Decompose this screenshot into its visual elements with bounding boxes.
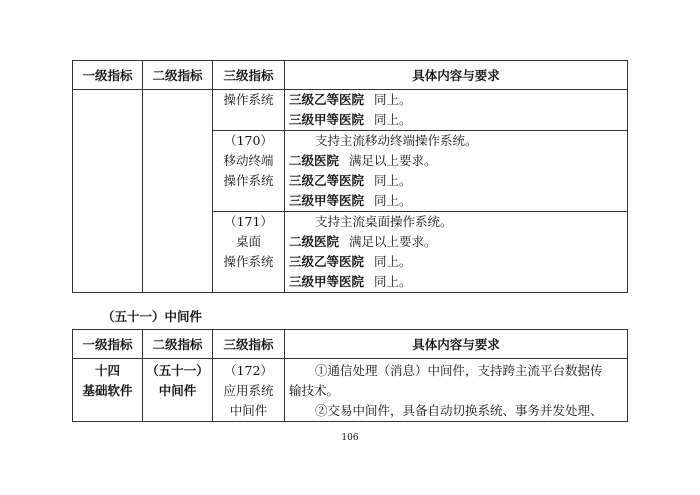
level3-label: 移动终端 (223, 153, 274, 168)
table-header-row (73, 330, 628, 359)
content-line (285, 171, 627, 191)
requirement-text: 同上。 (374, 92, 412, 107)
level2-number: （五十一） (146, 363, 209, 378)
content-line (285, 272, 627, 292)
item-number: （171） (224, 214, 273, 229)
page-number: 106 (341, 433, 359, 443)
requirement-text: 同上。 (374, 274, 412, 289)
requirement-intro: 支持主流移动终端操作系统。 (315, 133, 478, 148)
level2-cell (143, 359, 213, 422)
level3-cell (213, 212, 285, 293)
level3-label: 操作系统 (223, 92, 274, 107)
hospital-level: 三级甲等医院 (289, 193, 365, 208)
header-level2: 二级指标 (143, 330, 213, 359)
requirement-line: 输技术。 (289, 383, 340, 398)
requirement-text: 同上。 (374, 112, 412, 127)
middleware-requirements-table (72, 329, 628, 422)
content-cell (285, 359, 628, 422)
header-level1: 一级指标 (73, 330, 143, 359)
content-cell (285, 90, 628, 131)
hospital-level: 二级医院 (289, 153, 340, 168)
header-level3: 三级指标 (213, 61, 285, 90)
requirement-text: 同上。 (374, 193, 412, 208)
level3-cell (213, 90, 285, 131)
section-title: （五十一）中间件 (102, 309, 203, 324)
requirement-line: ②交易中间件，具备自动切换系统、事务并发处理、 (315, 403, 603, 418)
level1-number: 十四 (94, 363, 120, 378)
content-line (285, 110, 627, 130)
content-cell (285, 212, 628, 293)
content-line (285, 252, 627, 272)
requirement-text: 同上。 (374, 254, 412, 269)
content-line (285, 232, 627, 252)
hospital-level: 三级乙等医院 (289, 173, 365, 188)
level3-label: 操作系统 (223, 173, 274, 188)
hospital-level: 三级甲等医院 (289, 274, 365, 289)
table-row (73, 90, 628, 131)
requirement-text: 满足以上要求。 (349, 234, 437, 249)
header-content: 具体内容与要求 (285, 61, 628, 90)
level1-cell (73, 359, 143, 422)
table-header-row (73, 61, 628, 90)
requirement-text: 同上。 (374, 173, 412, 188)
content-line (285, 90, 627, 110)
header-level1: 一级指标 (73, 61, 143, 90)
content-line (285, 191, 627, 211)
requirements-table-continued (72, 60, 628, 293)
hospital-level: 三级甲等医院 (289, 112, 365, 127)
header-content: 具体内容与要求 (285, 330, 628, 359)
level3-cell (213, 359, 285, 422)
hospital-level: 三级乙等医院 (289, 254, 365, 269)
requirement-intro: 支持主流桌面操作系统。 (315, 214, 453, 229)
level2-label: 中间件 (158, 383, 197, 398)
requirement-line: ①通信处理（消息）中间件，支持跨主流平台数据传 (315, 363, 603, 378)
level2-cell (143, 90, 213, 293)
level1-cell (73, 90, 143, 293)
level3-label: 应用系统 (223, 383, 274, 398)
hospital-level: 三级乙等医院 (289, 92, 365, 107)
requirement-text: 满足以上要求。 (349, 153, 437, 168)
table-row (73, 359, 628, 422)
hospital-level: 二级医院 (289, 234, 340, 249)
item-number: （170） (224, 133, 273, 148)
content-line (285, 151, 627, 171)
level3-label: 桌面 (235, 234, 261, 249)
header-level2: 二级指标 (143, 61, 213, 90)
level1-label: 基础软件 (82, 383, 133, 398)
item-number: （172） (224, 363, 273, 378)
level3-cell (213, 131, 285, 212)
content-cell (285, 131, 628, 212)
level3-label: 中间件 (229, 403, 268, 418)
level3-label: 操作系统 (223, 254, 274, 269)
header-level3: 三级指标 (213, 330, 285, 359)
